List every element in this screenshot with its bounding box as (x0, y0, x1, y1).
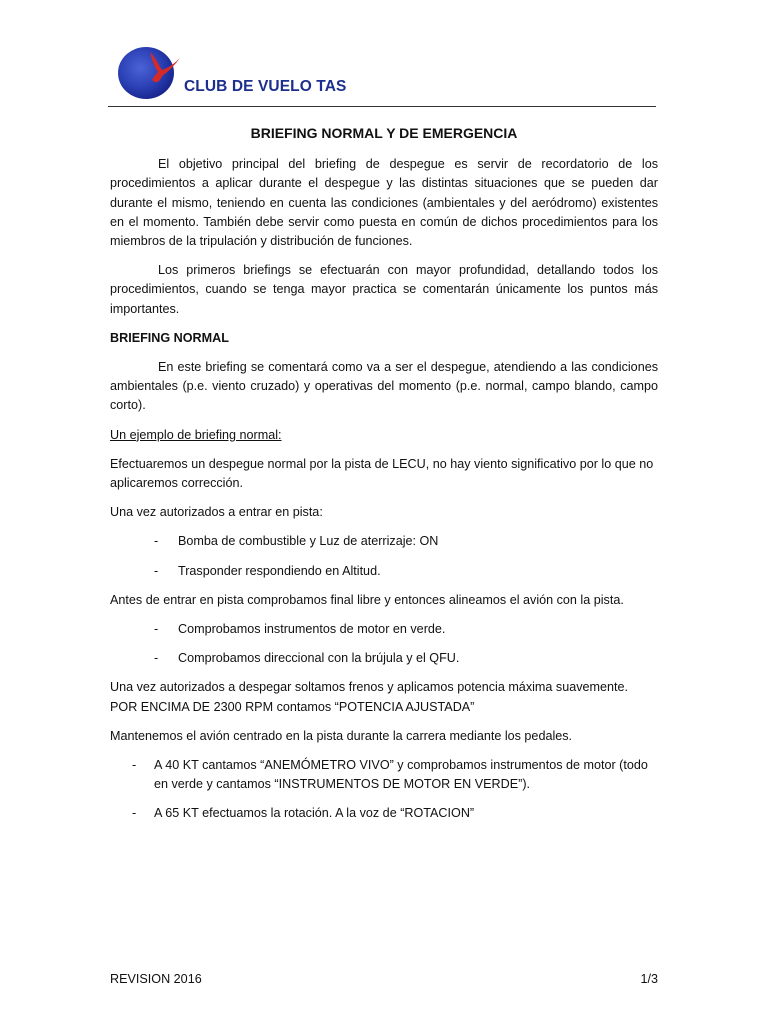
section-heading: BRIEFING NORMAL (110, 330, 229, 345)
paragraph-first-briefings: Los primeros briefings se efectuarán con mayor profundidad, detallando todos los procedimientos, cuando se tenga mayor practica se comentarán únicamente los puntos más importantes. (110, 263, 658, 316)
header-divider (108, 106, 656, 107)
list-item: - Bomba de combustible y Luz de aterrizaje: ON (154, 534, 439, 549)
example-heading: Un ejemplo de briefing normal: (110, 427, 282, 442)
paragraph-rpm: POR ENCIMA DE 2300 RPM contamos “POTENCIA AJUSTADA” (110, 699, 475, 714)
globe-with-seagull-logo-icon (116, 46, 186, 102)
club-name: CLUB DE VUELO TAS (184, 78, 347, 95)
checklist-lineup (110, 620, 658, 668)
paragraph-takeoff: Efectuaremos un despegue normal por la pista de LECU, no hay viento significativo por lo que no aplicaremos corrección. (110, 456, 654, 491)
revision-label: REVISION 2016 (110, 972, 202, 986)
list-item: - A 40 KT cantamos “ANEMÓMETRO VIVO” y comprobamos instrumentos de motor (todo en verde y cantamos “INSTRUMENTOS DE MOTOR EN VERDE”). (132, 758, 648, 792)
document-body (110, 124, 658, 834)
checklist-takeoff-roll (110, 756, 658, 824)
paragraph-objective: El objetivo principal del briefing de despegue es servir de recordatorio de los procedimientos a aplicar durante el despegue y las distintas situaciones que se pueden dar durante el mismo, teniendo en cuenta las condiciones (ambientales y del aeródromo) existentes en el momento. También debe servir como puesta en común de dichos procedimientos para los miembros de la tripulación y distribución de funciones. (110, 157, 658, 249)
club-logo (116, 46, 376, 102)
paragraph-before-runway: Antes de entrar en pista comprobamos final libre y entonces alineamos el avión con la pista. (110, 592, 624, 607)
paragraph-release-brakes: Una vez autorizados a despegar soltamos frenos y aplicamos potencia máxima suavemente. (110, 680, 629, 695)
list-item: - Comprobamos direccional con la brújula y el QFU. (154, 651, 460, 666)
list-item: - Comprobamos instrumentos de motor en verde. (154, 622, 446, 637)
list-item: - A 65 KT efectuamos la rotación. A la voz de “ROTACION” (132, 806, 475, 821)
page-number: 1/3 (640, 972, 658, 986)
checklist-enter-runway (110, 532, 658, 580)
list-item: - Trasponder respondiendo en Altitud. (154, 563, 381, 578)
paragraph-centered: Mantenemos el avión centrado en la pista durante la carrera mediante los pedales. (110, 728, 573, 743)
paragraph-authorized-enter: Una vez autorizados a entrar en pista: (110, 505, 323, 520)
paragraph-briefing-normal: En este briefing se comentará como va a ser el despegue, atendiendo a las condiciones ambientales (p.e. viento cruzado) y operativas del momento (p.e. normal, campo blando, campo corto). (110, 360, 658, 413)
document-title: BRIEFING NORMAL Y DE EMERGENCIA (250, 125, 518, 141)
